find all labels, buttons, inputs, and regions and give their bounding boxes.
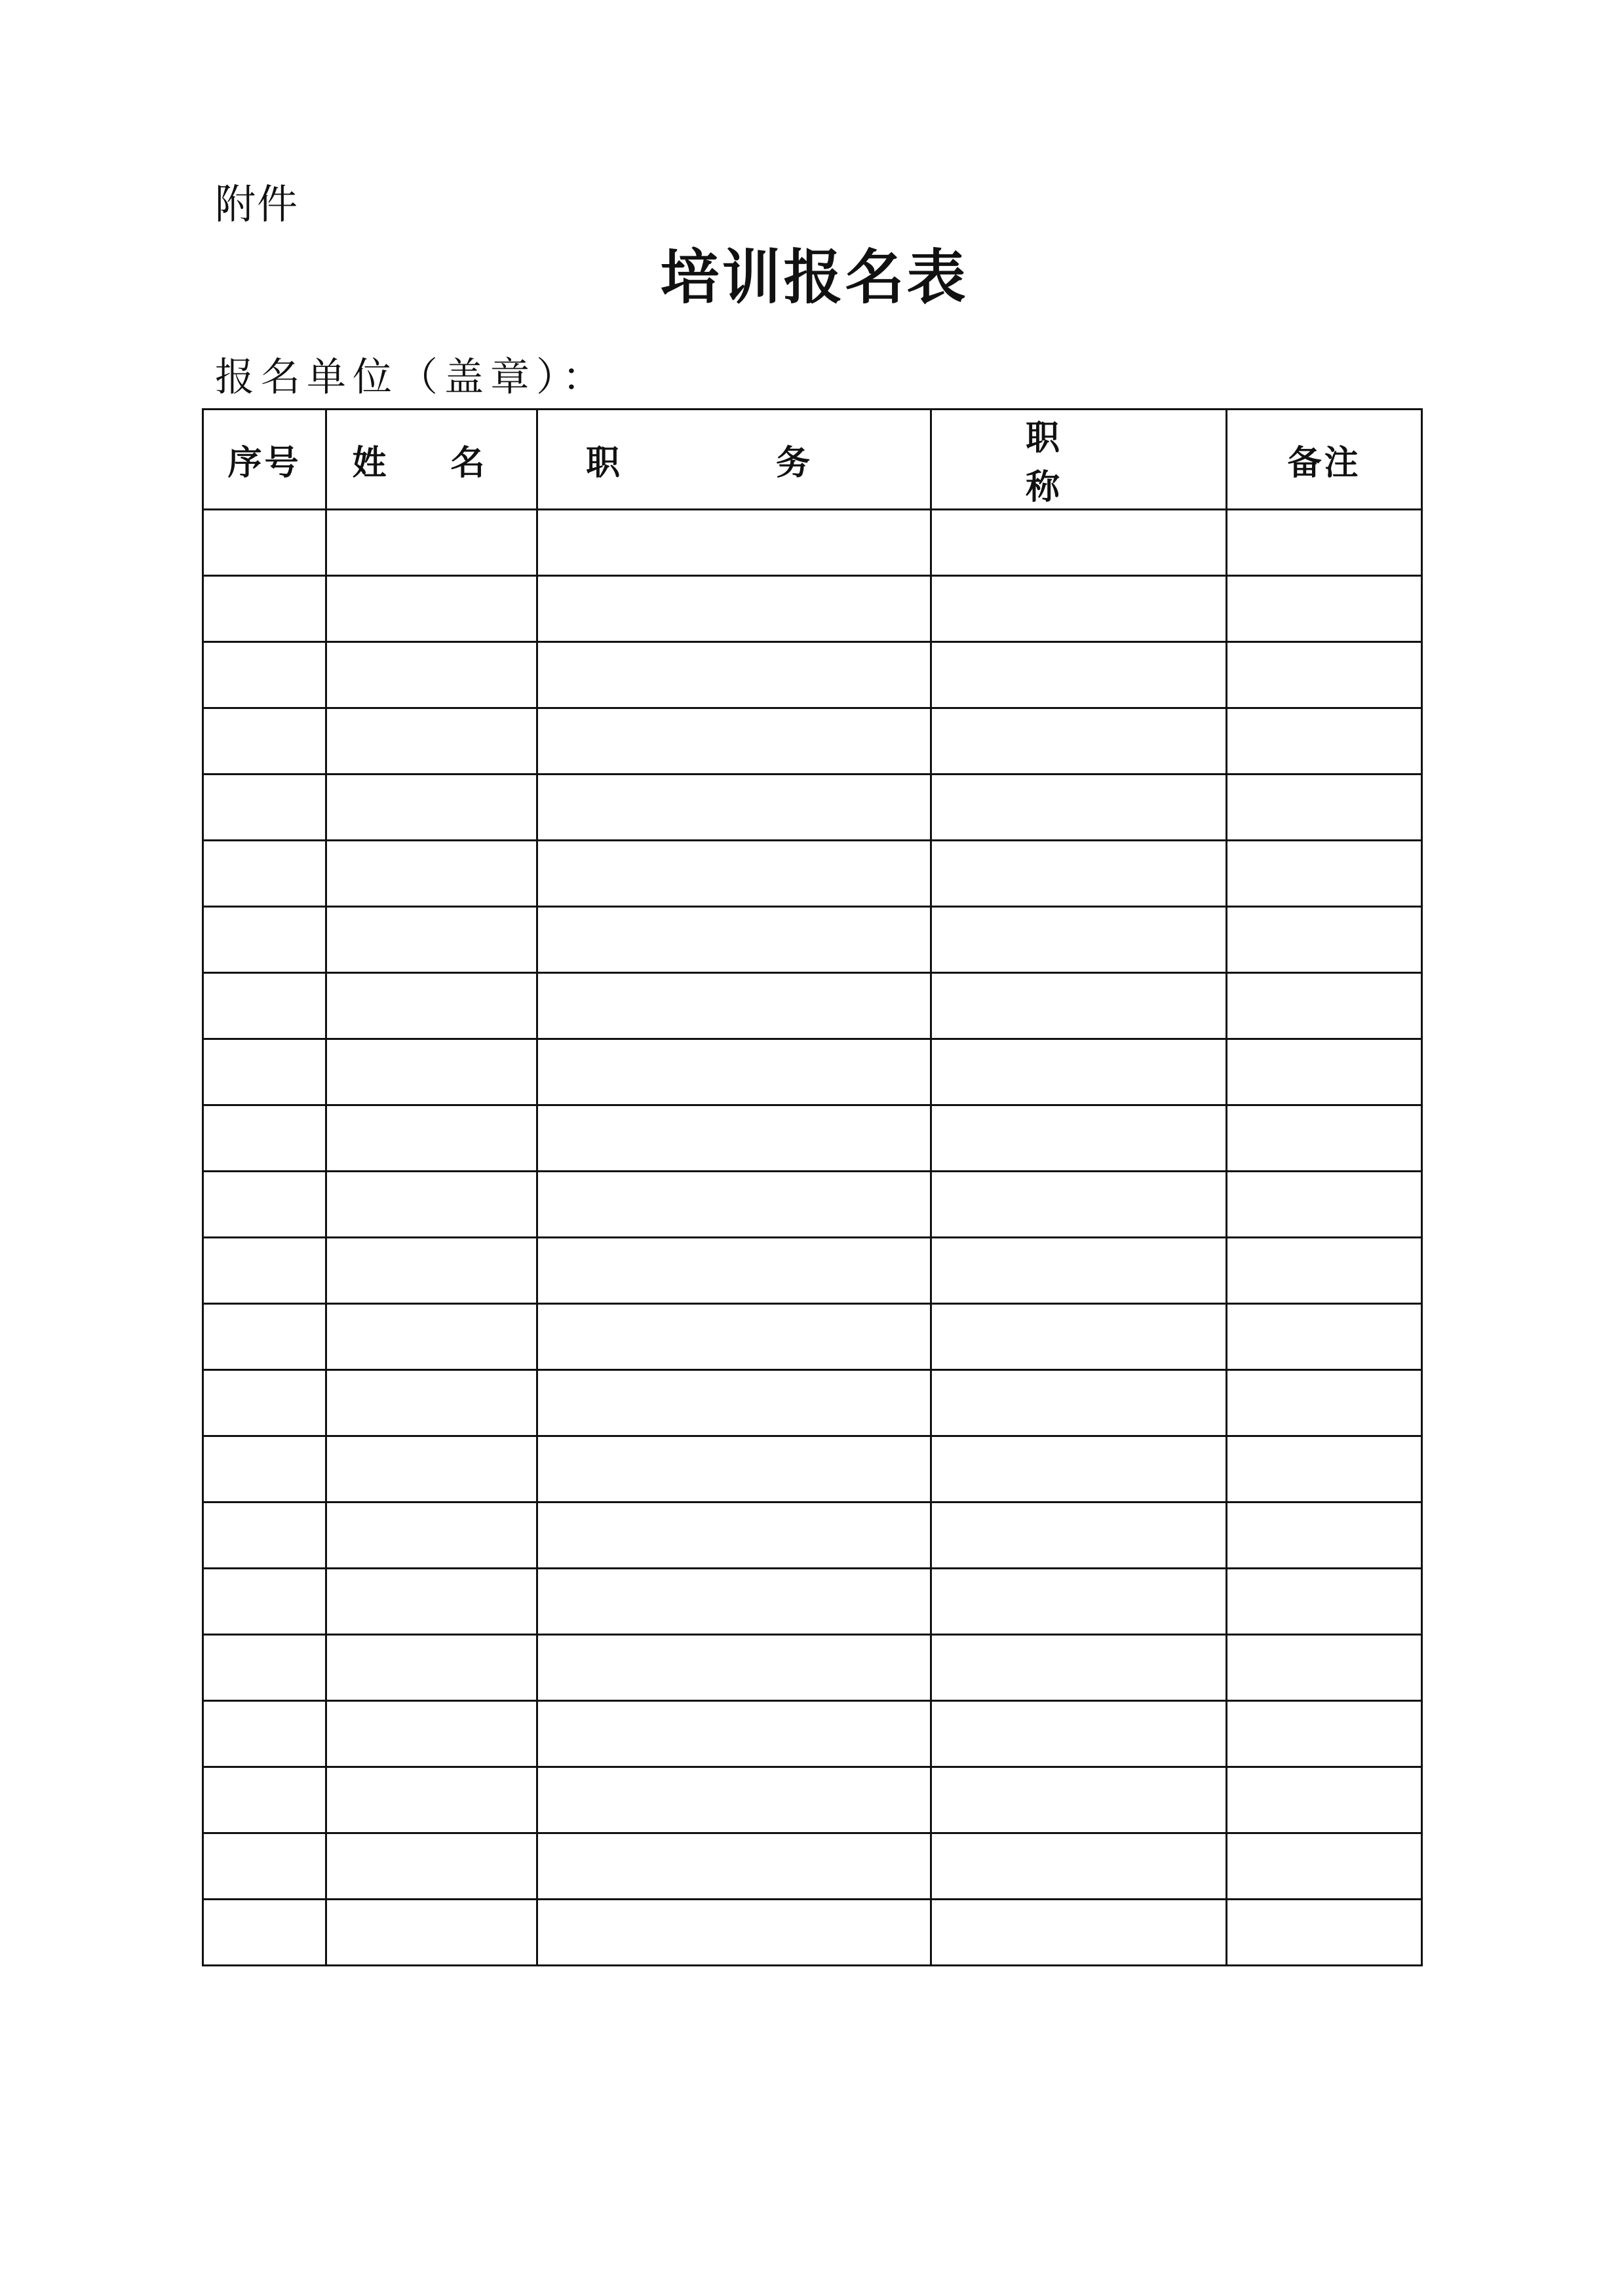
- table-row: [203, 841, 1422, 907]
- cell-index[interactable]: [203, 1635, 326, 1701]
- cell-rank[interactable]: [931, 510, 1227, 576]
- cell-position[interactable]: [537, 1370, 931, 1436]
- cell-remarks[interactable]: [1227, 1900, 1422, 1966]
- header-remarks: 备注: [1227, 410, 1422, 510]
- cell-name[interactable]: [326, 1502, 537, 1569]
- cell-index[interactable]: [203, 1436, 326, 1502]
- cell-position[interactable]: [537, 642, 931, 708]
- cell-index[interactable]: [203, 973, 326, 1039]
- cell-rank[interactable]: [931, 708, 1227, 775]
- cell-name[interactable]: [326, 1635, 537, 1701]
- cell-rank[interactable]: [931, 1238, 1227, 1304]
- cell-name[interactable]: [326, 1569, 537, 1635]
- cell-rank[interactable]: [931, 1833, 1227, 1900]
- cell-name[interactable]: [326, 1105, 537, 1172]
- table-row: [203, 1436, 1422, 1502]
- cell-index[interactable]: [203, 1304, 326, 1370]
- cell-position[interactable]: [537, 510, 931, 576]
- cell-rank[interactable]: [931, 1701, 1227, 1767]
- cell-index[interactable]: [203, 841, 326, 907]
- cell-rank[interactable]: [931, 775, 1227, 841]
- cell-name[interactable]: [326, 907, 537, 973]
- cell-name[interactable]: [326, 510, 537, 576]
- table-row: [203, 576, 1422, 642]
- cell-position[interactable]: [537, 907, 931, 973]
- cell-index[interactable]: [203, 510, 326, 576]
- cell-index[interactable]: [203, 907, 326, 973]
- cell-name[interactable]: [326, 1304, 537, 1370]
- table-row: [203, 1172, 1422, 1238]
- cell-remarks[interactable]: [1227, 1635, 1422, 1701]
- cell-position[interactable]: [537, 1833, 931, 1900]
- cell-index[interactable]: [203, 1569, 326, 1635]
- cell-remarks[interactable]: [1227, 1767, 1422, 1833]
- table-row: [203, 1502, 1422, 1569]
- table-row: [203, 907, 1422, 973]
- cell-name[interactable]: [326, 775, 537, 841]
- cell-index[interactable]: [203, 775, 326, 841]
- cell-remarks[interactable]: [1227, 642, 1422, 708]
- cell-position[interactable]: [537, 1569, 931, 1635]
- table-row: [203, 1105, 1422, 1172]
- cell-remarks[interactable]: [1227, 775, 1422, 841]
- cell-position[interactable]: [537, 576, 931, 642]
- cell-rank[interactable]: [931, 1635, 1227, 1701]
- table-row: [203, 708, 1422, 775]
- cell-index[interactable]: [203, 1900, 326, 1966]
- cell-remarks[interactable]: [1227, 973, 1422, 1039]
- header-name: 姓 名: [326, 410, 537, 510]
- table-row: [203, 1039, 1422, 1105]
- cell-index[interactable]: [203, 1370, 326, 1436]
- table-row: [203, 1238, 1422, 1304]
- cell-name[interactable]: [326, 708, 537, 775]
- table-row: [203, 1900, 1422, 1966]
- cell-index[interactable]: [203, 1502, 326, 1569]
- cell-position[interactable]: [537, 1767, 931, 1833]
- cell-rank[interactable]: [931, 973, 1227, 1039]
- cell-position[interactable]: [537, 775, 931, 841]
- cell-name[interactable]: [326, 973, 537, 1039]
- form-title: 培训报名表: [660, 242, 969, 312]
- cell-remarks[interactable]: [1227, 1701, 1422, 1767]
- cell-rank[interactable]: [931, 907, 1227, 973]
- cell-name[interactable]: [326, 1436, 537, 1502]
- cell-name[interactable]: [326, 1370, 537, 1436]
- cell-remarks[interactable]: [1227, 708, 1422, 775]
- cell-position[interactable]: [537, 1701, 931, 1767]
- cell-index[interactable]: [203, 576, 326, 642]
- cell-position[interactable]: [537, 1436, 931, 1502]
- cell-rank[interactable]: [931, 1900, 1227, 1966]
- cell-name[interactable]: [326, 1900, 537, 1966]
- cell-remarks[interactable]: [1227, 1172, 1422, 1238]
- cell-position[interactable]: [537, 708, 931, 775]
- cell-remarks[interactable]: [1227, 1370, 1422, 1436]
- cell-remarks[interactable]: [1227, 1569, 1422, 1635]
- cell-name[interactable]: [326, 1833, 537, 1900]
- cell-position[interactable]: [537, 1900, 931, 1966]
- header-position: 职 务: [537, 410, 931, 510]
- registering-unit-label: 报名单位（盖章）：: [215, 354, 608, 400]
- table-row: [203, 1767, 1422, 1833]
- table-row: [203, 1569, 1422, 1635]
- cell-rank[interactable]: [931, 576, 1227, 642]
- cell-name[interactable]: [326, 1767, 537, 1833]
- cell-index[interactable]: [203, 1833, 326, 1900]
- cell-name[interactable]: [326, 576, 537, 642]
- cell-position[interactable]: [537, 1304, 931, 1370]
- cell-remarks[interactable]: [1227, 841, 1422, 907]
- cell-remarks[interactable]: [1227, 1436, 1422, 1502]
- cell-rank[interactable]: [931, 1039, 1227, 1105]
- header-index: 序号: [203, 410, 326, 510]
- table-row: [203, 642, 1422, 708]
- table-row: [203, 1304, 1422, 1370]
- cell-remarks[interactable]: [1227, 1039, 1422, 1105]
- cell-remarks[interactable]: [1227, 1502, 1422, 1569]
- table-row: [203, 1370, 1422, 1436]
- cell-rank[interactable]: [931, 1370, 1227, 1436]
- cell-index[interactable]: [203, 1105, 326, 1172]
- cell-name[interactable]: [326, 1238, 537, 1304]
- cell-position[interactable]: [537, 1039, 931, 1105]
- cell-rank[interactable]: [931, 642, 1227, 708]
- cell-position[interactable]: [537, 841, 931, 907]
- registration-table: [202, 408, 1423, 1966]
- cell-rank[interactable]: [931, 1172, 1227, 1238]
- table-row: [203, 1701, 1422, 1767]
- cell-index[interactable]: [203, 1701, 326, 1767]
- cell-rank[interactable]: [931, 1767, 1227, 1833]
- cell-remarks[interactable]: [1227, 510, 1422, 576]
- table-row: [203, 510, 1422, 576]
- header-rank: 职 称: [931, 410, 1227, 510]
- cell-remarks[interactable]: [1227, 1105, 1422, 1172]
- table-row: [203, 973, 1422, 1039]
- cell-remarks[interactable]: [1227, 1304, 1422, 1370]
- cell-position[interactable]: [537, 1502, 931, 1569]
- cell-position[interactable]: [537, 1635, 931, 1701]
- cell-name[interactable]: [326, 1039, 537, 1105]
- cell-index[interactable]: [203, 1238, 326, 1304]
- cell-name[interactable]: [326, 1172, 537, 1238]
- table-row: [203, 1635, 1422, 1701]
- cell-rank[interactable]: [931, 841, 1227, 907]
- cell-name[interactable]: [326, 642, 537, 708]
- cell-position[interactable]: [537, 1105, 931, 1172]
- table-body: [203, 510, 1422, 1966]
- cell-rank[interactable]: [931, 1304, 1227, 1370]
- attachment-label: 附件: [215, 180, 299, 228]
- cell-rank[interactable]: [931, 1569, 1227, 1635]
- cell-index[interactable]: [203, 1767, 326, 1833]
- cell-name[interactable]: [326, 1701, 537, 1767]
- cell-rank[interactable]: [931, 1502, 1227, 1569]
- cell-index[interactable]: [203, 1039, 326, 1105]
- cell-rank[interactable]: [931, 1105, 1227, 1172]
- cell-name[interactable]: [326, 841, 537, 907]
- cell-remarks[interactable]: [1227, 576, 1422, 642]
- cell-index[interactable]: [203, 708, 326, 775]
- cell-position[interactable]: [537, 1172, 931, 1238]
- cell-remarks[interactable]: [1227, 1833, 1422, 1900]
- table-row: [203, 775, 1422, 841]
- cell-index[interactable]: [203, 1172, 326, 1238]
- cell-position[interactable]: [537, 1238, 931, 1304]
- cell-index[interactable]: [203, 642, 326, 708]
- table-row: [203, 1833, 1422, 1900]
- cell-rank[interactable]: [931, 1436, 1227, 1502]
- table-header-row: [203, 410, 1422, 510]
- cell-remarks[interactable]: [1227, 907, 1422, 973]
- cell-position[interactable]: [537, 973, 931, 1039]
- cell-remarks[interactable]: [1227, 1238, 1422, 1304]
